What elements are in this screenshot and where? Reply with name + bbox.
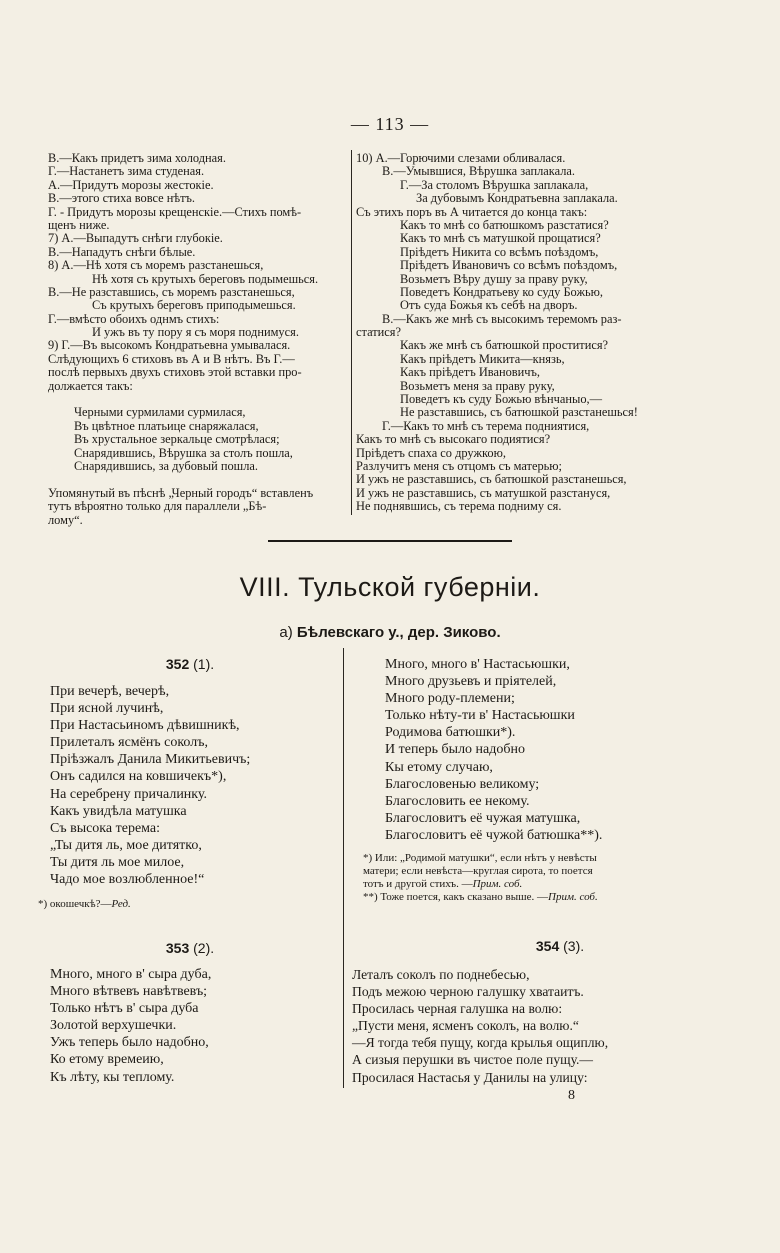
text-line: Г.—За столомъ Вѣрушка заплакала, — [400, 177, 589, 192]
verse-line: А сизыя перушки въ чистое поле пущу.— — [352, 1052, 594, 1068]
text-line: 8) А.—Нѣ хотя съ моремъ разстанешься, — [48, 258, 264, 273]
song-353-sub: (2). — [193, 940, 215, 956]
text-line — [48, 473, 348, 486]
verse-line: Благословенью великому; — [385, 776, 540, 792]
text-line: Снарядившись, за дубовый пошла. — [74, 458, 258, 473]
verse-line: Ко етому времеию, — [50, 1052, 164, 1068]
text-line: Какъ то мнѣ со батюшкомъ разстатися? — [400, 217, 609, 232]
verse-line: Чадо мое возлюбленное!“ — [50, 872, 205, 888]
text-line: Какъ пріѣдетъ Ивановичъ, — [400, 365, 541, 380]
verse-line: При Настасьиномъ дѣвишникѣ, — [50, 718, 240, 734]
text-line: Разлучитъ меня съ отцомъ съ матерью; — [356, 458, 562, 473]
text-line: должается такъ: — [48, 378, 133, 393]
song-353-lines — [50, 966, 211, 1086]
song-352-continued-lines — [385, 656, 602, 844]
song-352-num: 352 — [165, 656, 190, 672]
text-line: В.—этого стиха вовсе нѣтъ. — [48, 191, 196, 206]
song-352-continued-footnotes — [363, 852, 598, 904]
verse-line: Леталъ соколъ по поднебесью, — [352, 967, 530, 982]
verse-line: Кы етому случаю, — [385, 759, 493, 775]
text-line: Пріѣдетъ спаха со дружкою, — [356, 445, 506, 460]
text-line: статися? — [356, 325, 401, 340]
text-line: Не разставшись, съ батюшкой разстанешься! — [400, 405, 638, 420]
column-divider-top — [351, 150, 352, 515]
text-line: Поведетъ къ суду Божью вѣнчаныо,— — [400, 392, 603, 407]
text-line: И ужъ въ ту пору я съ моря поднимуся. — [92, 325, 299, 340]
verse-line: Благословитъ её чужая матушка, — [385, 810, 581, 826]
text-line: Какъ пріѣдетъ Микита—князь, — [400, 351, 565, 366]
text-line: Упомянутый въ пѣснѣ „Черный городъ“ вставленъ — [48, 485, 314, 500]
signature-mark: 8 — [568, 1088, 575, 1103]
subheading-village: дер. Зиково. — [407, 624, 501, 641]
text-line: В.—Нападутъ снѣги бѣлые. — [48, 244, 196, 259]
verse-line: На серебрену причалинку. — [50, 786, 208, 802]
verse-line: „Пусти меня, ясменъ соколъ, на волю.“ — [352, 1018, 579, 1034]
text-line: Отъ суда Божья къ себѣ на дворъ. — [400, 298, 578, 313]
verse-line: При вечерѣ, вечерѣ, — [50, 684, 170, 699]
subheading-district: Бѣлевскаго у., — [296, 624, 404, 641]
text-line: Какъ то мнѣ съ высокаго подиятися? — [356, 432, 551, 447]
text-line: А.—Придутъ морозы жестокіе. — [48, 177, 214, 192]
verse-line: Подъ межою черною галушку хватаитъ. — [352, 984, 584, 1000]
song-353-num: 353 — [165, 940, 190, 956]
top-left-column — [48, 152, 348, 527]
verse-line: Прилеталъ ясмёнъ соколъ, — [50, 735, 208, 751]
song-352-number — [130, 656, 250, 672]
text-line: Слѣдующихъ 6 стиховъ въ А и В нѣтъ. Въ Г.— — [48, 351, 295, 366]
song-354-number — [500, 938, 620, 954]
page-number: — 113 — — [350, 114, 430, 134]
text-line: В.—Какъ же мнѣ съ высокимъ теремомъ раз- — [382, 311, 622, 326]
song-352-footnote-src: Ред. — [111, 898, 131, 910]
song-354-num: 354 — [535, 938, 560, 954]
section-subheading — [0, 624, 780, 641]
verse-line: Къ лѣту, кы теплому. — [50, 1069, 175, 1085]
text-line: Съ крутыхъ береговъ приподымешься. — [92, 298, 296, 313]
text-line: В.—Какъ придетъ зима холодная. — [48, 151, 226, 165]
verse-line: Пріѣзжалъ Данила Микитьевичъ; — [50, 752, 251, 768]
verse-line: Онъ садился на ковшичекъ*), — [50, 769, 227, 785]
text-line: Нѣ хотя съ крутыхъ береговъ подымешься. — [92, 271, 319, 286]
text-line: Пріѣдетъ Ивановичъ со всѣмъ поѣздомъ, — [400, 258, 618, 273]
verse-line: Много роду-племени; — [385, 691, 515, 707]
verse-line: Только нѣту-ти в' Настасьюшки — [385, 708, 575, 724]
text-line: 7) А.—Выпадутъ снѣги глубокіе. — [48, 231, 223, 246]
footnote-line — [363, 878, 598, 891]
section-rule — [268, 540, 512, 542]
footnote-text: тотъ и другой стихъ. — — [363, 878, 473, 890]
text-line: Возьметъ меня за праву руку, — [400, 378, 555, 393]
text-line: И ужъ не разставшись, съ батюшкой разстанешься, — [356, 472, 627, 487]
verse-line: Какъ увидѣла матушка — [50, 803, 187, 819]
text-line: Снарядившись, Вѣрушка за столъ пошла, — [74, 445, 293, 460]
text-line: Пріѣдетъ Никита со всѣмъ поѣздомъ, — [400, 244, 599, 259]
verse-line: Благословитъ её чужой батюшка**). — [385, 827, 603, 843]
song-354-sub: (3). — [563, 938, 585, 954]
verse-line: И теперь было надобно — [385, 742, 525, 758]
text-line: Съ этихъ поръ въ А читается до конца такъ: — [356, 204, 588, 219]
footnote-text: **) Тоже поется, какъ сказано выше. — — [363, 891, 548, 903]
text-line: Г. - Придутъ морозы крещенскіе.—Стихъ помѣ- — [48, 204, 302, 219]
verse-line: Ты дитя ль мое милое, — [50, 854, 185, 870]
text-line: Поведетъ Кондратьеву ко суду Божью, — [400, 284, 604, 299]
text-line: В.—Умывшися, Вѣрушка заплакала. — [382, 164, 575, 179]
verse-line: Только нѣтъ в' сыра дуба — [50, 1001, 199, 1017]
verse-line: —Я тогда тебя пущу, когда крылья ощиплю, — [352, 1035, 609, 1051]
verse-line: Много вѣтвевъ навѣтвевъ; — [50, 984, 208, 1000]
song-352-footnote — [38, 898, 131, 911]
footnote-text: *) Или: „Родимой матушки“, если нѣтъ у невѣсты — [363, 852, 597, 864]
text-line: Въ хрустальное зеркальце смотрѣлася; — [74, 432, 280, 447]
section-heading: VIII. Тульской губерніи. — [239, 572, 541, 602]
song-352-footnote-text: *) окошечкѣ?— — [38, 898, 112, 910]
text-line — [48, 393, 348, 406]
verse-line: При ясной лучинѣ, — [50, 701, 164, 717]
song-353-number — [130, 940, 250, 956]
verse-line: Съ высока терема: — [50, 820, 161, 836]
text-line: Какъ то мнѣ съ матушкой прощатися? — [400, 231, 601, 246]
song-352-sub: (1). — [193, 656, 215, 672]
verse-line: Много, много в' Настасьюшки, — [385, 657, 570, 672]
text-line: Г.—вмѣсто обоихъ однмъ стихъ: — [48, 311, 220, 326]
text-line: лому“. — [48, 512, 83, 527]
subheading-letter: а) — [279, 624, 293, 641]
text-line: В.—Не разставшись, съ моремъ разстанешься, — [48, 284, 295, 299]
text-line: Г.—Какъ то мнѣ съ терема подниятися, — [382, 418, 590, 433]
footnote-line — [363, 891, 598, 904]
verse-line: Много, много в' сыра дуба, — [50, 967, 212, 982]
song-352-lines — [50, 683, 250, 888]
verse-line: Благословить ее некому. — [385, 793, 530, 809]
verse-line: Просилася Настасья у Данилы на улицу: — [352, 1069, 588, 1085]
footnote-source: Прим. соб. — [472, 878, 523, 890]
text-line: За дубовымъ Кондратьевна заплакала. — [416, 191, 618, 206]
text-line: тутъ вѣроятно только для параллели „Бѣ- — [48, 499, 267, 514]
text-line: щенъ ниже. — [48, 217, 110, 232]
text-line: Г.—Настанетъ зима студеная. — [48, 164, 205, 179]
text-line: Какъ же мнѣ съ батюшкой проститися? — [400, 338, 609, 353]
text-line: послѣ первыхъ двухъ стиховъ этой вставки про- — [48, 365, 302, 380]
verse-line: Золотой верхушечки. — [50, 1018, 177, 1034]
footnote-text: матери; если невѣста—круглая сирота, то поется — [363, 865, 593, 877]
text-line: Черными сурмилами сурмилася, — [74, 405, 246, 420]
text-line: И ужъ не разставшись, съ матушкой разстануся, — [356, 485, 611, 500]
footnote-source: Прим. соб. — [548, 891, 598, 903]
song-354-lines — [352, 966, 608, 1086]
text-line: 9) Г.—Въ высокомъ Кондратьевна умывалася. — [48, 338, 291, 353]
text-line: Не поднявшись, съ терема подниму ся. — [356, 499, 562, 514]
verse-line: „Ты дитя ль, мое дитятко, — [50, 837, 202, 853]
text-line: Въ цвѣтное платьице снаряжалася, — [74, 418, 259, 433]
footnote-line — [363, 865, 598, 878]
verse-line: Просилась черная галушка на волю: — [352, 1001, 563, 1017]
text-line: Возьметъ Вѣру душу за праву руку, — [400, 271, 588, 286]
verse-line: Ужъ теперь было надобно, — [50, 1035, 209, 1051]
footnote-line — [363, 852, 598, 865]
verse-line: Много друзьевъ и пріятелей, — [385, 674, 557, 690]
text-line: 10) А.—Горючими слезами обливалася. — [356, 151, 566, 165]
verse-line: Родимова батюшки*). — [385, 725, 516, 741]
top-right-column — [356, 152, 676, 514]
column-divider-bottom — [343, 648, 344, 1088]
